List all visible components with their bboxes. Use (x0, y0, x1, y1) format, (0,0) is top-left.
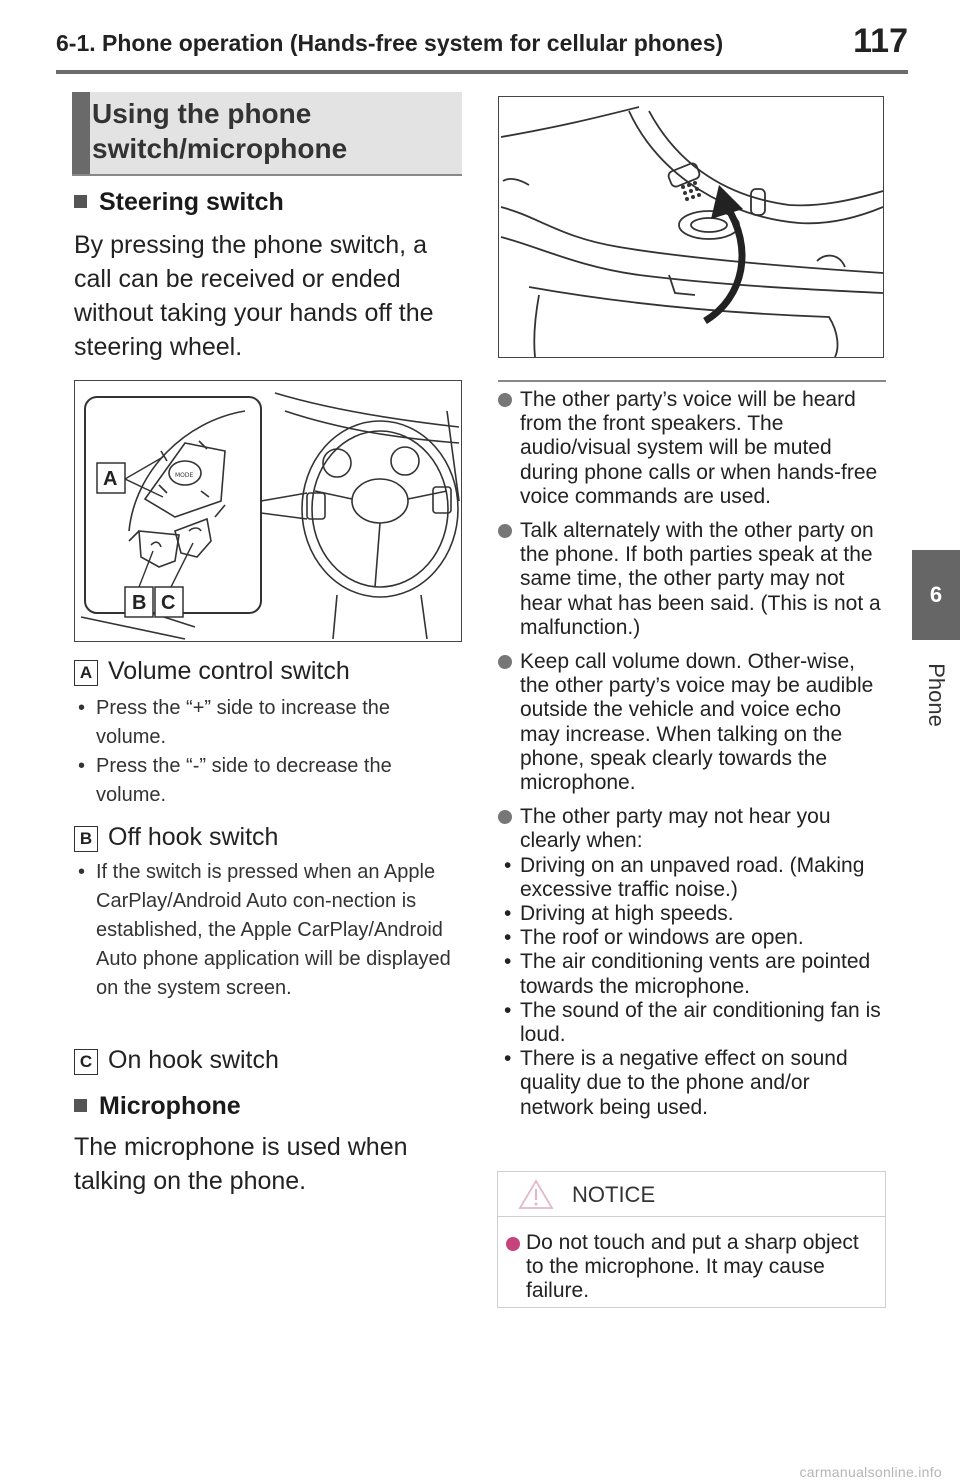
notice-body (498, 1217, 885, 1304)
bullet-dot-icon (498, 810, 512, 824)
volume-control-bullets (74, 694, 464, 810)
bullet-dot-icon (498, 393, 512, 407)
note-text: Talk alternately with the other party on the phone. If both parties speak at the same time, the other party may not hear what has been said. (This is not a malfunction.) (520, 519, 881, 639)
item-off-hook (74, 823, 278, 852)
steering-wheel-drawing (75, 381, 461, 641)
section-heading-divider (72, 174, 462, 176)
section-heading-line1: Using the phone (92, 98, 312, 129)
steering-switch-heading (74, 188, 284, 217)
list-item (498, 519, 886, 640)
list-item: • Press the “-” side to decrease the volume. (74, 752, 464, 810)
steering-switch-description: By pressing the phone switch, a call can be received or ended without taking your hands off the steering wheel. (74, 231, 434, 361)
list-item: • Driving at high speeds. (498, 902, 886, 926)
note-sublist (520, 854, 886, 1120)
off-hook-bullets (74, 858, 464, 1003)
list-item (498, 650, 886, 795)
watermark: carmanualsonline.info (799, 1464, 942, 1480)
figure-label-a: A (103, 468, 118, 490)
list-item: • Driving on an unpaved road. (Making excessive traffic noise.) (498, 854, 886, 902)
chapter-side-label-text: Phone (924, 663, 949, 727)
square-marker-icon (74, 1099, 87, 1112)
microphone-drawing (499, 97, 883, 357)
item-b-label: Off hook switch (108, 823, 279, 851)
page-number: 117 (853, 22, 908, 60)
list-item: • The sound of the air conditioning fan is loud. (498, 999, 886, 1047)
section-heading-line2: switch/microphone (92, 133, 348, 164)
item-volume-control (74, 657, 350, 686)
steering-wheel-illustration (74, 380, 462, 642)
figure-label-b: B (132, 592, 147, 614)
bullet-dot-icon (506, 1237, 520, 1251)
list-item (498, 805, 886, 1120)
header-divider (56, 70, 908, 74)
list-item: • Press the “+” side to increase the volume. (74, 694, 464, 752)
notice-title: NOTICE (572, 1182, 656, 1207)
microphone-description: The microphone is used when talking on the phone. (74, 1133, 408, 1195)
bullet-dot-icon (498, 524, 512, 538)
item-a-label: Volume control switch (108, 657, 350, 685)
bullet-dot-icon (498, 655, 512, 669)
chapter-side-label (916, 650, 956, 740)
list-item: • There is a negative effect on sound quality due to the phone and/or network being used. (498, 1047, 886, 1120)
item-b-marker: B (74, 826, 98, 852)
section-heading (72, 92, 462, 174)
item-c-marker: C (74, 1049, 98, 1075)
microphone-illustration (498, 96, 884, 358)
notice-header (498, 1172, 885, 1217)
item-on-hook (74, 1046, 279, 1075)
item-a-marker: A (74, 660, 98, 686)
microphone-heading-text: Microphone (99, 1092, 241, 1120)
figure-label-c: C (161, 592, 176, 614)
warning-triangle-icon (518, 1178, 554, 1210)
note-text: The other party’s voice will be heard from the front speakers. The audio/visual system will be muted during phone calls or when hands-free voice commands are used. (520, 388, 878, 508)
page-header-title: 6-1. Phone operation (Hands-free system for cellular phones) (56, 30, 724, 56)
chapter-tab: 6 (912, 550, 960, 640)
square-marker-icon (74, 195, 87, 208)
note-text: Keep call volume down. Other-wise, the other party’s voice may be audible outside the vehicle and voice echo may increase. When talking on the phone, speak clearly towards the microphone. (520, 650, 874, 795)
list-item (498, 388, 886, 509)
notice-text: Do not touch and put a sharp object to the microphone. It may cause failure. (526, 1231, 859, 1303)
list-item: • The air conditioning vents are pointed towards the microphone. (498, 950, 886, 998)
list-item: • If the switch is pressed when an Apple CarPlay/Android Auto con-nection is established, the Apple CarPlay/Android Auto phone application will be displayed on the system screen. (74, 858, 464, 1003)
svg-text:MODE: MODE (175, 472, 194, 479)
microphone-heading (74, 1092, 241, 1121)
notice-box (497, 1171, 886, 1308)
list-item: • The roof or windows are open. (498, 926, 886, 950)
item-c-label: On hook switch (108, 1046, 279, 1074)
notes-list (498, 388, 886, 1130)
notes-divider (498, 380, 886, 382)
note-text: The other party may not hear you clearly when: (520, 805, 831, 853)
steering-switch-heading-text: Steering switch (99, 188, 284, 216)
